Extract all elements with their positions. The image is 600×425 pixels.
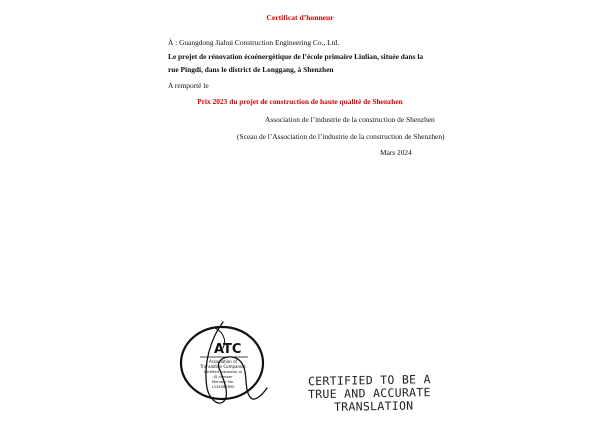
certification-line-1: CERTIFIED TO BE A — [307, 372, 431, 389]
issuer-name: Association de l’industrie de la construction de Shenzhen — [265, 115, 435, 124]
stamp-line-4: ID number — [213, 375, 233, 379]
project-line-1: Le projet de rénovation écoénergétique de l’école primaire Liulian, située dans la — [168, 52, 424, 61]
stamp-line-3: Certified translator or — [203, 370, 243, 374]
project-description — [168, 50, 430, 76]
translator-signature — [193, 318, 273, 410]
certification-note — [308, 374, 458, 413]
stamp-line-6: 1234567890 — [211, 385, 235, 389]
recipient-line: À : Guangdong Jiahui Construction Engineering Co., Ltd. — [168, 38, 340, 47]
seal-note: (Sceau de l’Association de l’industrie de la construction de Shenzhen) — [237, 132, 445, 141]
stamp-logo-text: ATC — [214, 342, 242, 357]
certification-line-2: TRUE AND ACCURATE — [307, 385, 431, 402]
stamp-line-5: Member No. — [212, 380, 234, 384]
stamp-line-2: Translation Companies — [200, 364, 246, 369]
won-label: A remporté le — [168, 81, 209, 90]
issue-date: Mars 2024 — [380, 148, 412, 157]
certification-line-3: TRANSLATION — [333, 398, 414, 414]
project-line-2: rue Pingdi, dans le district de Longgang, à Shenzhen — [168, 65, 334, 74]
certificate-title: Certificat d’honneur — [266, 13, 334, 22]
stamp-line-1: Association of — [209, 359, 237, 364]
prize-name: Prix 2023 du projet de construction de haute qualité de Shenzhen — [197, 97, 403, 106]
